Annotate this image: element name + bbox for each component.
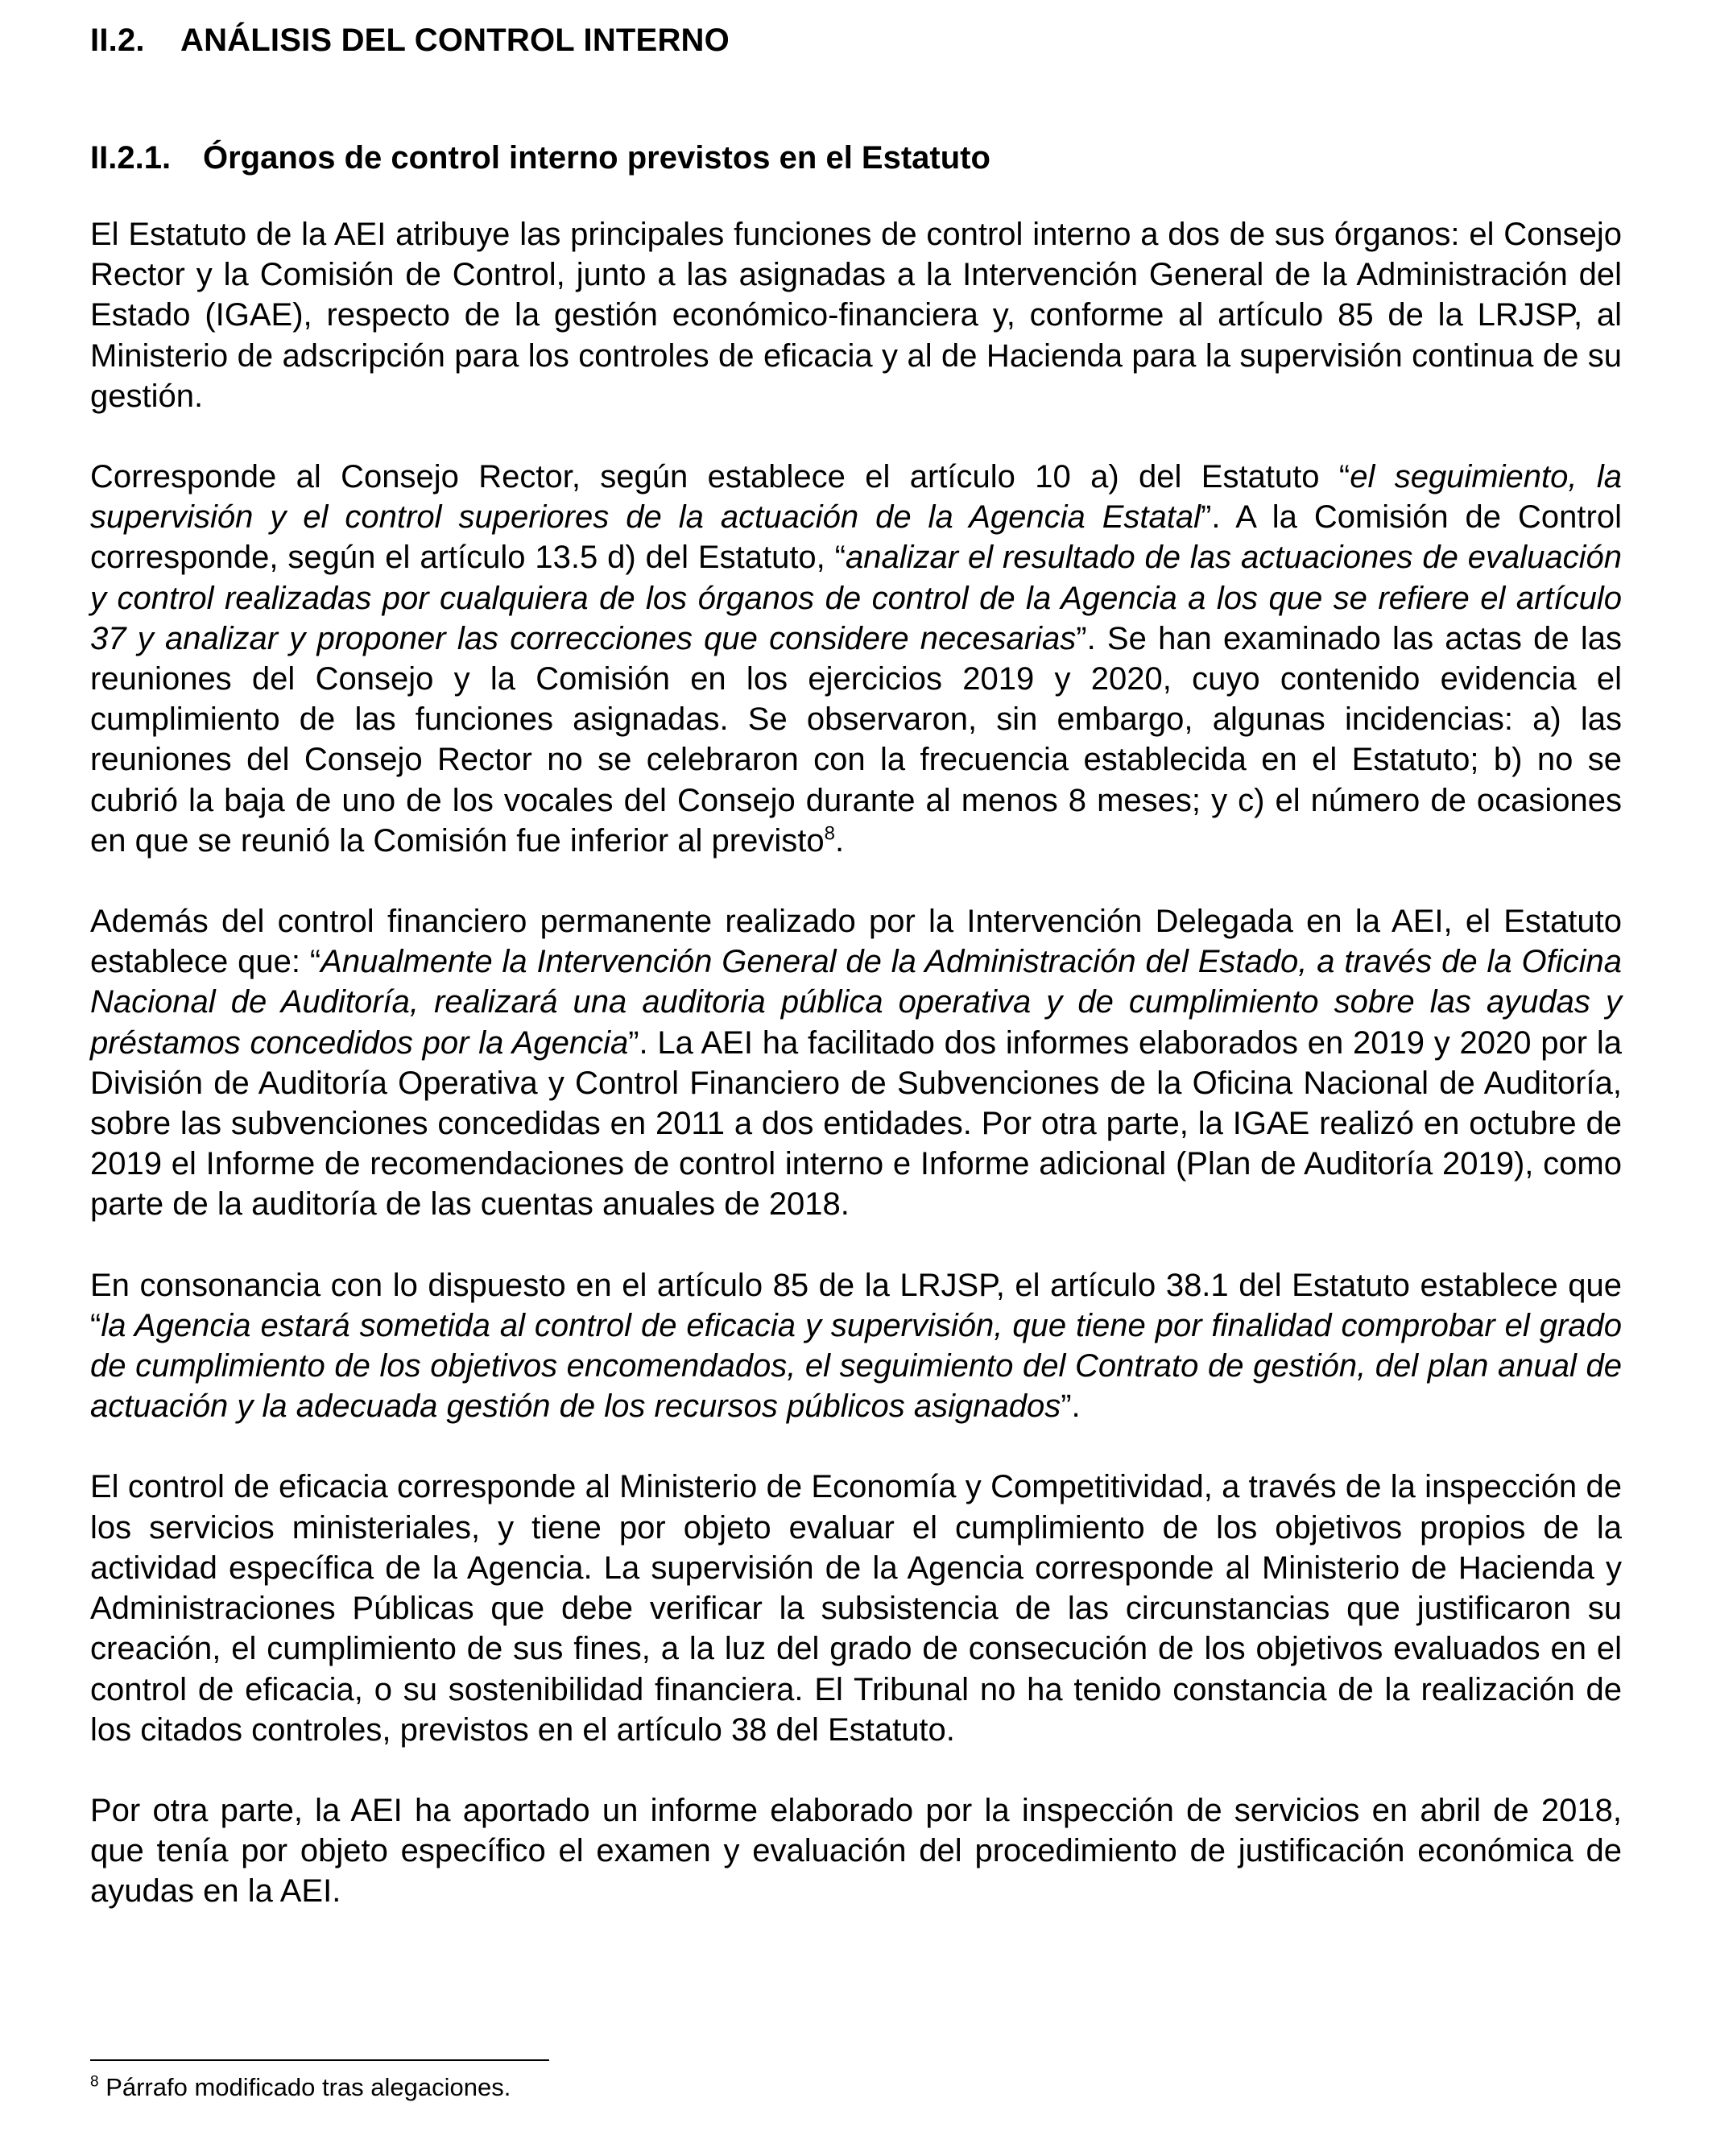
paragraph-5-text: El control de eficacia corresponde al Ministerio de Economía y Competitividad, a través de la inspección de los servicios ministeriales, y tiene por objeto evaluar el cumplimiento de los objetivos propios de la actividad específica de la Agencia. La supervisión de la Agencia corresponde al Ministerio de Hacienda y Administraciones Públicas que debe verificar la subsistencia de las circunstancias que justificaron su creación, el cumplimiento de sus fines, a la luz del grado de consecución de los objetivos evaluados en el control de eficacia, o su sostenibilidad financiera. El Tribunal no ha tenido constancia de la realización de los citados controles, previstos en el artículo 38 del Estatuto. — [90, 1469, 1622, 1748]
paragraph-4 — [90, 1265, 1622, 1427]
footnote-reference[interactable]: 8 — [824, 822, 835, 845]
paragraph-4-part-a: En consonancia con lo dispuesto en el artículo 85 de la LRJSP, el artículo 38.1 del Estatuto establece que “ — [90, 1267, 1622, 1343]
document-page — [90, 18, 1622, 1952]
paragraph-1 — [90, 214, 1622, 416]
section-title: ANÁLISIS DEL CONTROL INTERNO — [180, 23, 730, 58]
paragraph-2-part-c: ”. A la Comisión de Control corresponde, según el artículo 13.5 d) del Estatuto, “ — [90, 499, 1622, 576]
subsection-number: II.2.1. — [90, 140, 172, 176]
section-number: II.2. — [90, 23, 145, 58]
paragraph-2-part-a: Corresponde al Consejo Rector, según establece el artículo 10 a) del Estatuto “ — [90, 459, 1350, 495]
paragraph-3-part-c: ”. La AEI ha facilitado dos informes elaborados en 2019 y 2020 por la División de Auditoría Operativa y Control Financiero de Subvenciones de la Oficina Nacional de Auditoría, sobre las subvenciones concedidas en 2011 a dos entidades. Por otra parte, la IGAE realizó en octubre de 2019 el Informe de recomendaciones de control interno e Informe adicional (Plan de Auditoría 2019), como parte de la auditoría de las cuentas anuales de 2018. — [90, 1024, 1622, 1223]
paragraph-2-quote-1: el seguimiento, la supervisión y el control superiores de la actuación de la Agencia Estatal — [90, 459, 1622, 536]
footnote-text: Párrafo modificado tras alegaciones. — [98, 2073, 511, 2101]
paragraph-6-text: Por otra parte, la AEI ha aportado un informe elaborado por la inspección de servicios en abril de 2018, que tenía por objeto específico el examen y evaluación del procedimiento de justificación económica de ayudas en la AEI. — [90, 1792, 1622, 1910]
subsection-heading — [90, 135, 1622, 180]
subsection-title: Órganos de control interno previstos en el Estatuto — [203, 140, 990, 176]
section-heading — [90, 18, 1622, 63]
paragraph-3-quote: Anualmente la Intervención General de la Administración del Estado, a través de la Oficina Nacional de Auditoría, realizará una auditoria pública operativa y de cumplimiento sobre las ayudas y préstamos concedidos por la Agencia — [90, 944, 1622, 1061]
footnote-separator — [90, 2059, 549, 2061]
paragraph-2-part-e: ”. Se han examinado las actas de las reuniones del Consejo y la Comisión en los ejercicios 2019 y 2020, cuyo contenido evidencia el cumplimiento de las funciones asignadas. Se observaron, sin embargo, algunas incidencias: a) las reuniones del Consejo Rector no se celebraron con la frecuencia establecida en el Estatuto; b) no se cubrió la baja de uno de los vocales del Consejo durante al menos 8 meses; y c) el número de ocasiones en que se reunió la Comisión fue inferior al previsto — [90, 620, 1622, 859]
paragraph-4-quote: la Agencia estará sometida al control de eficacia y supervisión, que tiene por finalidad comprobar el grado de cumplimiento de los objetivos encomendados, el seguimiento del Contrato de gestión, del plan anual de actuación y la adecuada gestión de los recursos públicos asignados — [90, 1307, 1622, 1425]
paragraph-2-quote-2: analizar el resultado de las actuaciones de evaluación y control realizadas por cualquiera de los órganos de control de la Agencia a los que se refiere el artículo 37 y analizar y proponer las correcciones que considere necesarias — [90, 540, 1622, 656]
paragraph-3 — [90, 901, 1622, 1225]
paragraph-6 — [90, 1790, 1622, 1912]
footnote-number: 8 — [90, 2073, 99, 2091]
paragraph-3-part-a: Además del control financiero permanente realizado por la Intervención Delegada en la AEI, el Estatuto establece que: “ — [90, 904, 1622, 980]
paragraph-1-text: El Estatuto de la AEI atribuye las principales funciones de control interno a dos de sus órganos: el Consejo Rector y la Comisión de Control, junto a las asignadas a la Intervención General de la Administración del Estado (IGAE), respecto de la gestión económico-financiera y, conforme al artículo 85 de la LRJSP, al Ministerio de adscripción para los controles de eficacia y al de Hacienda para la supervisión continua de su gestión. — [90, 217, 1622, 414]
paragraph-2 — [90, 457, 1622, 861]
paragraph-4-part-c: ”. — [1061, 1388, 1081, 1425]
paragraph-5 — [90, 1467, 1622, 1749]
paragraph-2-part-f: . — [834, 822, 845, 859]
footnote — [90, 2071, 511, 2104]
